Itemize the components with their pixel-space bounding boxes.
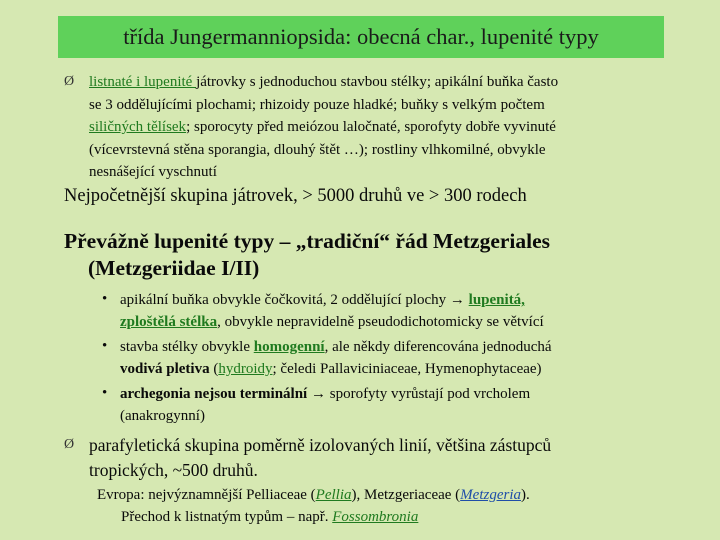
link-pellia[interactable]: Pellia [315,487,352,503]
link-lupenita[interactable]: lupenitá, [468,292,525,308]
link-fossombronia[interactable]: Fossombronia [332,509,419,525]
sub-bullet-1-line-2 [120,311,544,333]
text-segment: ( [209,361,219,377]
paragraph-3-line-1: parafyletická skupina poměrně izolovaných linií, většina zástupců [89,435,552,455]
sub-bullet-2-line-1 [120,336,552,358]
paragraph-3-line-2: tropických, ~500 druhů. [89,460,258,480]
text-segment: , ale někdy diferencována jednoduchá [324,339,552,355]
link-zplostela-stelka[interactable]: zploštělá stélka [120,314,218,330]
sub-bullet-2 [120,336,552,380]
section-heading [64,228,550,282]
right-arrow-icon: → [449,292,465,308]
paragraph-4-line-1 [97,484,530,506]
section-heading-line-2: (Metzgeriidae I/II) [88,256,260,280]
sub-bullet-3-line-2: (anakrogynní) [120,408,205,424]
sub-bullet-3-line-1 [120,383,530,405]
text-segment: ; sporocyty před meiózou laločnaté, sporofyty dobře vyvinuté [186,119,556,135]
link-metzgeria[interactable]: Metzgeria [460,487,521,503]
summary-line: Nejpočetnější skupina játrovek, > 5000 druhů ve > 300 rodech [64,186,527,206]
sub-bullet-3 [120,383,530,427]
link-hydroidy[interactable]: hydroidy [218,361,273,377]
text-segment: apikální buňka obvykle čočkovitá, 2 oddělující plochy [120,292,450,308]
paragraph-4 [97,484,530,528]
sub-bullet-2-line-2 [120,358,552,380]
bullet-dot-icon: • [102,291,108,307]
text-segment: Evropa: nejvýznamnější Pelliaceae ( [97,487,316,503]
paragraph-1-line-4: (vícevrstevná stěna sporangia, dlouhý štět …); rostliny vlhkomilné, obvykle [89,141,546,158]
paragraph-1-line-1 [89,71,558,94]
text-segment: stavba stélky obvykle [120,339,254,355]
text-archegonia: archegonia nejsou terminální [120,386,308,402]
link-silicna-teliska[interactable]: siličných tělísek [89,119,187,135]
paragraph-1-line-2: se 3 oddělujícími plochami; rhizoidy pouze hladké; buňky s velkým počtem [89,96,545,113]
text-segment: Přechod k listnatým typům – např. [121,509,333,525]
text-segment: ), Metzgeriaceae ( [351,487,461,503]
paragraph-3 [89,433,551,483]
paragraph-1 [89,71,558,184]
arrow-bullet-icon: Ø [64,74,75,89]
link-homogenni[interactable]: homogenní [253,339,325,355]
text-vodiva-pletiva: vodivá pletiva [120,361,210,377]
right-arrow-icon: → [307,386,330,402]
slide-title [58,16,664,58]
text-segment: ). [521,487,530,503]
section-heading-line-1: Převážně lupenité typy – „tradiční“ řád Metzgeriales [64,229,551,253]
bullet-dot-icon: • [102,385,108,401]
text-segment: játrovky s jednoduchou stavbou stélky; apikální buňka často [196,74,559,90]
link-listnate-lupenite[interactable]: listnaté i lupenité [89,74,197,90]
text-segment: ; čeledi Pallaviciniaceae, Hymenophytaceae) [272,361,542,377]
slide-title-text: třída Jungermanniopsida: obecná char., lupenité typy [123,24,599,49]
text-segment: sporofyty vyrůstají pod vrcholem [329,386,531,402]
sub-bullet-1-line-1 [120,289,544,311]
paragraph-4-line-2 [97,506,530,528]
paragraph-1-line-5: nesnášející vyschnutí [89,164,217,180]
text-segment: , obvykle nepravidelně pseudodichotomicky se větvící [217,314,544,330]
sub-bullet-1 [120,289,544,333]
bullet-dot-icon: • [102,338,108,354]
paragraph-1-line-3 [89,116,558,139]
arrow-bullet-icon: Ø [64,437,75,452]
